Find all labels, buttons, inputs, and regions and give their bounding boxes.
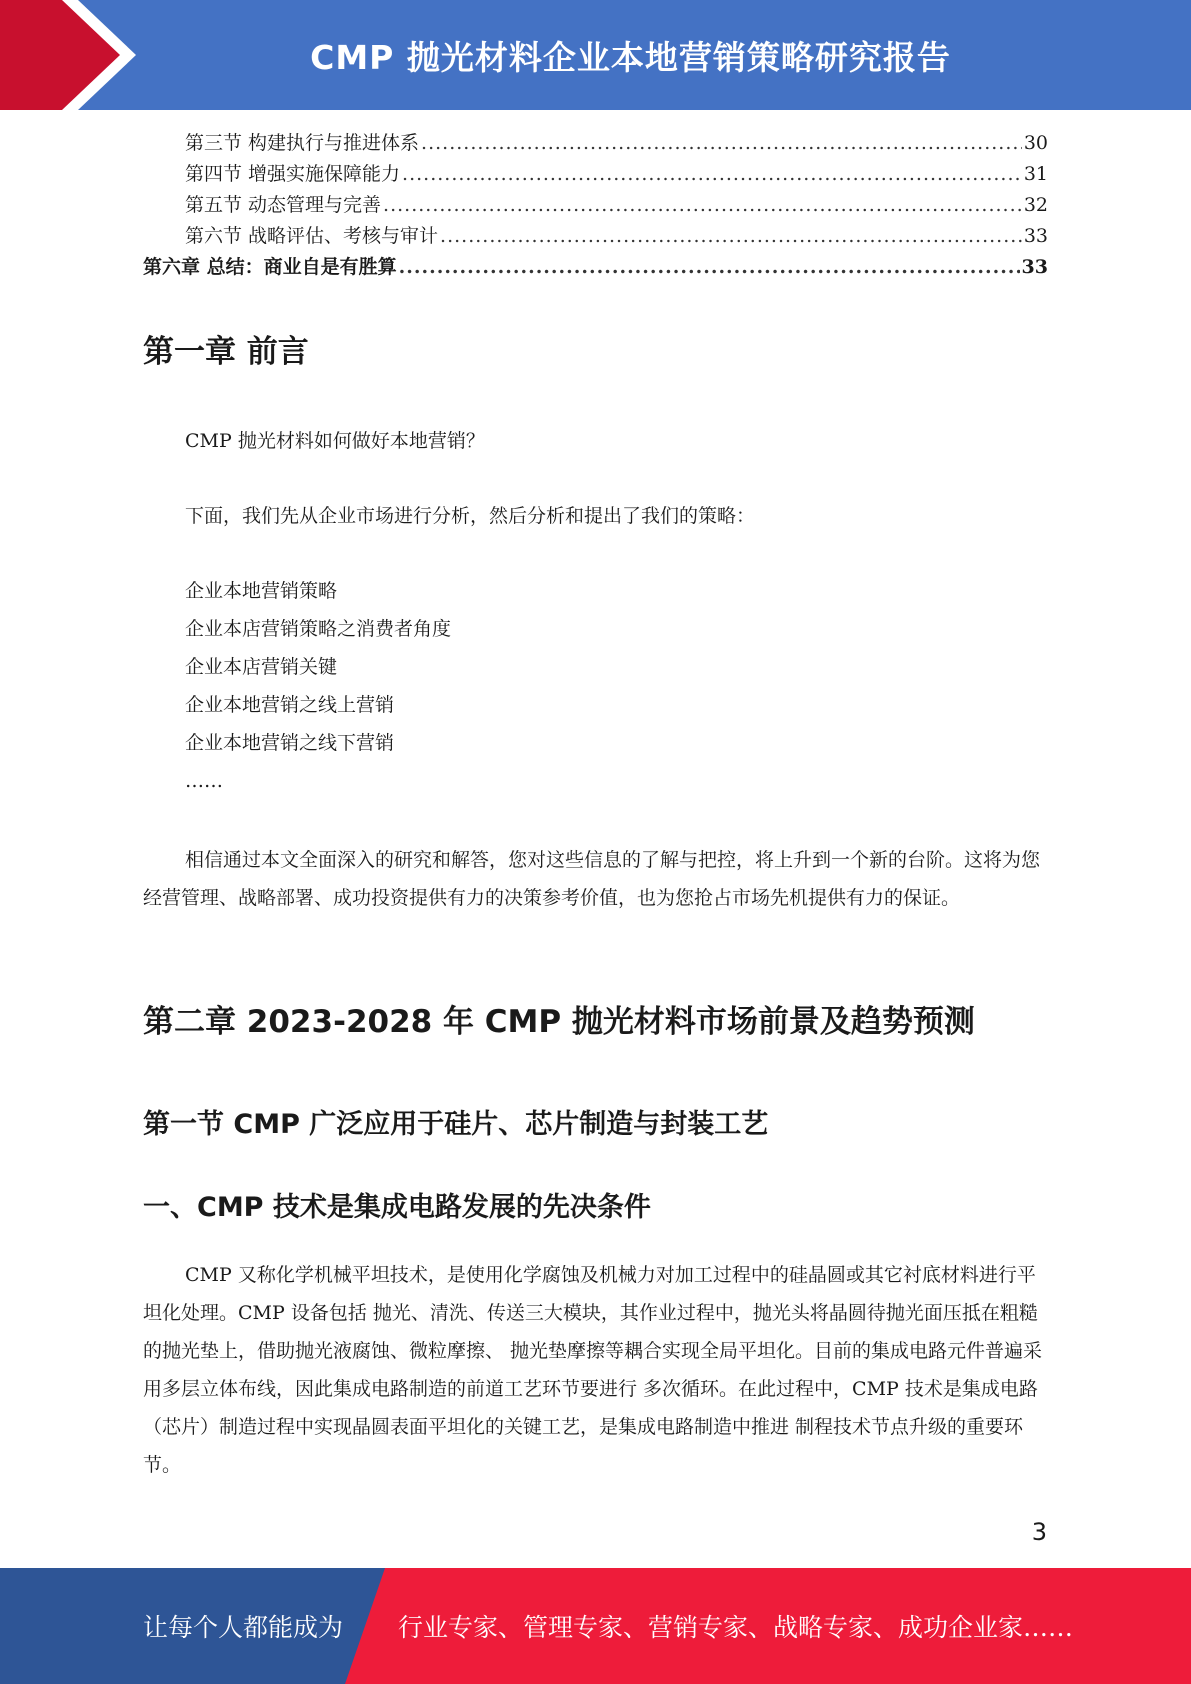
subsection-1-heading: 一、CMP 技术是集成电路发展的先决条件 bbox=[143, 1192, 651, 1223]
toc-leader-dots bbox=[440, 221, 1022, 252]
toc-entry-label: 第六章 总结：商业自是有胜算 bbox=[143, 256, 397, 278]
footer-slogan-right: 行业专家、管理专家、营销专家、战略专家、成功企业家…… bbox=[398, 1613, 1074, 1642]
toc-entry[interactable] bbox=[143, 190, 1048, 221]
list-item: 企业本地营销之线上营销 bbox=[185, 694, 395, 716]
list-item: 企业本地营销策略 bbox=[185, 580, 338, 602]
page-footer bbox=[0, 1568, 1191, 1684]
header-arrow-decoration bbox=[0, 0, 150, 110]
toc-entry-page: 33 bbox=[1023, 225, 1048, 247]
toc-entry-label: 第三节 构建执行与推进体系 bbox=[185, 132, 420, 154]
toc-entry[interactable] bbox=[143, 128, 1048, 159]
chapter-1-intro: 下面，我们先从企业市场进行分析，然后分析和提出了我们的策略： bbox=[185, 505, 756, 527]
report-title: CMP 抛光材料企业本地营销策略研究报告 bbox=[310, 37, 951, 77]
list-item: 企业本店营销关键 bbox=[185, 656, 338, 678]
list-item: 企业本店营销策略之消费者角度 bbox=[185, 618, 452, 640]
toc-entry[interactable] bbox=[143, 221, 1048, 252]
strategy-list bbox=[185, 572, 451, 800]
toc-entry-chapter[interactable] bbox=[143, 252, 1048, 283]
chapter-2-heading: 第二章 2023-2028 年 CMP 抛光材料市场前景及趋势预测 bbox=[143, 1004, 975, 1040]
toc-entry-label: 第四节 增强实施保障能力 bbox=[185, 163, 401, 185]
toc-entry-page: 30 bbox=[1023, 132, 1048, 154]
toc-entry-page: 32 bbox=[1023, 194, 1048, 216]
subsection-1-body: CMP 又称化学机械平坦技术，是使用化学腐蚀及机械力对加工过程中的硅晶圆或其它衬底材料进行平坦化处理。CMP 设备包括 抛光、清洗、传送三大模块，其作业过程中，抛光头将晶圆待抛光面压抵在粗糙的抛光垫上，借助抛光液腐蚀、微粒摩擦、 抛光垫摩擦等耦合实现全局平坦化。目前的集成电路元件普遍采用多层立体布线，因此集成电路制造的前道工艺环节要进行 多次循环。在此过程中，CMP 技术是集成电路（芯片）制造过程中实现晶圆表面平坦化的关键工艺，是集成电路制造中推进 制程技术节点升级的重要环节。 bbox=[143, 1264, 1043, 1476]
table-of-contents bbox=[143, 128, 1048, 283]
toc-entry[interactable] bbox=[143, 159, 1048, 190]
list-item: 企业本地营销之线下营销 bbox=[185, 732, 395, 754]
toc-leader-dots bbox=[402, 159, 1022, 190]
toc-entry-label: 第六节 战略评估、考核与审计 bbox=[185, 225, 439, 247]
chapter-1-heading: 第一章 前言 bbox=[143, 334, 309, 370]
list-item: …… bbox=[185, 770, 223, 792]
toc-entry-label: 第五节 动态管理与完善 bbox=[185, 194, 382, 216]
toc-leader-dots bbox=[399, 252, 1020, 283]
page-header bbox=[0, 0, 1191, 110]
page-number: 3 bbox=[1031, 1518, 1047, 1546]
footer-slogan-left: 让每个人都能成为 bbox=[143, 1613, 344, 1642]
toc-leader-dots bbox=[421, 128, 1022, 159]
toc-entry-page: 31 bbox=[1023, 163, 1048, 185]
chapter-1-question: CMP 抛光材料如何做好本地营销？ bbox=[185, 430, 485, 452]
toc-leader-dots bbox=[383, 190, 1022, 221]
section-1-heading: 第一节 CMP 广泛应用于硅片、芯片制造与封装工艺 bbox=[143, 1109, 769, 1140]
chapter-1-closing: 相信通过本文全面深入的研究和解答，您对这些信息的了解与把控，将上升到一个新的台阶。这将为您经营管理、战略部署、成功投资提供有力的决策参考价值，也为您抢占市场先机提供有力的保证。 bbox=[143, 849, 1041, 909]
toc-entry-page: 33 bbox=[1021, 256, 1048, 278]
